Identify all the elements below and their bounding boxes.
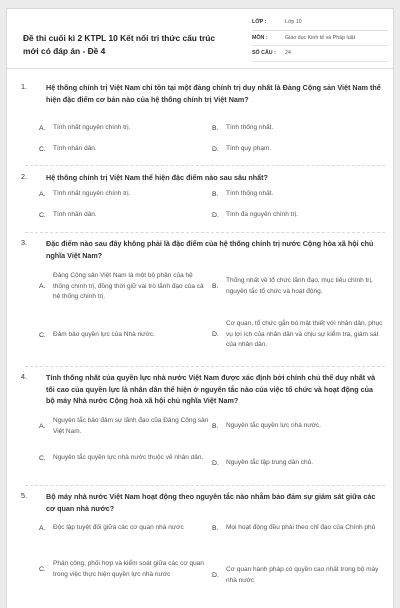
option-b[interactable] (212, 421, 384, 432)
option-text: Tính quy phạm. (226, 145, 272, 152)
meta-class-label: LỚP : (252, 19, 267, 26)
option-c[interactable] (39, 210, 199, 221)
question-number: 5. (21, 491, 27, 500)
option-b[interactable] (212, 276, 384, 297)
question-number: 2. (21, 172, 27, 181)
question-header (21, 372, 381, 407)
option-letter: B. (212, 283, 219, 290)
meta-count-row (252, 46, 388, 62)
option-a[interactable] (39, 189, 199, 200)
question-number: 3. (21, 238, 27, 247)
option-text: Tính đa nguyên chính trị. (226, 211, 298, 218)
option-letter: C. (39, 454, 46, 462)
meta-count-label: SỐ CÂU : (252, 50, 276, 57)
question-number: 1. (21, 82, 27, 91)
option-c[interactable] (39, 559, 209, 580)
option-text: Đảng Cộng sản Việt Nam là một bộ phận của hệ thống chính trị, đồng thời giữ vai trò lãnh đạo của cả hệ thống chính trị. (53, 272, 204, 300)
exam-page (6, 8, 394, 608)
exam-meta (252, 15, 388, 62)
option-letter: D. (212, 459, 219, 467)
option-a[interactable] (39, 523, 209, 534)
option-letter: B. (212, 190, 219, 198)
option-letter: D. (212, 331, 219, 339)
option-letter: A. (39, 190, 46, 198)
question-header (21, 82, 381, 105)
option-letter: B. (212, 524, 219, 532)
meta-class-row (252, 15, 388, 31)
meta-subject-value: Giáo dục Kinh tế và Pháp luật (285, 34, 356, 41)
option-text: Nguyên tắc tập trung dân chủ. (226, 459, 314, 466)
option-a[interactable] (39, 271, 209, 303)
option-text: Cơ quan, tổ chức gắn bó mật thiết với nhân dân, phục vụ lợi ích của nhân dân và chịu sự kiểm tra, giám sát của nhân dân. (226, 320, 383, 348)
option-letter: B. (212, 124, 219, 132)
option-letter: A. (39, 423, 46, 430)
question-text: Đặc điểm nào sau đây không phải là đặc điểm của hệ thống chính trị nước Cộng hòa xã hội chủ nghĩa Việt Nam? (46, 239, 374, 260)
option-a[interactable] (39, 416, 209, 437)
question-text: Hệ thống chính trị Việt Nam chỉ tồn tại một đảng chính trị duy nhất là Đảng Cộng sản Việt Nam thể hiện đặc điểm cơ bản nào của hệ thống chính trị Việt Nam? (46, 83, 381, 104)
option-text: Tính thống nhất. (226, 124, 274, 131)
option-c[interactable] (39, 330, 209, 341)
exam-header (7, 9, 393, 69)
option-letter: D. (212, 211, 219, 219)
meta-subject-row (252, 31, 388, 47)
option-text: Tính thống nhất. (226, 190, 274, 197)
option-letter: D. (212, 145, 219, 153)
option-text: Nguyên tắc quyền lực nhà nước. (226, 422, 321, 429)
option-b[interactable] (212, 523, 384, 534)
option-d[interactable] (212, 210, 382, 221)
question-header (21, 238, 381, 261)
option-letter: A. (39, 124, 46, 132)
meta-count-value: 24 (285, 50, 291, 57)
option-d[interactable] (212, 458, 384, 469)
question-header (21, 491, 381, 514)
option-text: Đảm bảo quyền lực của Nhà nước. (53, 331, 155, 338)
option-text: Mọi hoạt động đều phải theo chỉ đạo của Chính phủ (226, 524, 376, 531)
option-letter: C. (39, 566, 46, 573)
option-letter: B. (212, 422, 219, 430)
option-text: Nguyên tắc quyền lực nhà nước thuộc về nhân dân. (53, 454, 204, 461)
option-letter: A. (39, 283, 46, 291)
question-number: 4. (21, 372, 27, 381)
option-letter: A. (39, 524, 46, 532)
option-letter: C. (39, 145, 46, 153)
question-divider (25, 165, 385, 166)
option-b[interactable] (212, 123, 382, 134)
option-text: Độc lập tuyệt đối giữa các cơ quan nhà nước (53, 524, 184, 531)
question-divider (25, 485, 385, 486)
meta-class-value: Lớp 10 (285, 19, 302, 26)
option-text: Tính nhất nguyên chính trị. (53, 124, 131, 131)
option-d[interactable] (212, 144, 382, 155)
option-text: Nguyên tắc bảo đảm sự lãnh đạo của Đảng Cộng sản Việt Nam. (53, 417, 209, 435)
option-b[interactable] (212, 189, 382, 200)
question-text: Bộ máy nhà nước Việt Nam hoạt động theo nguyên tắc nào nhằm bảo đảm sự giám sát giữa các cơ quan nhà nước? (46, 492, 376, 513)
option-letter: C. (39, 211, 46, 219)
option-text: Phân công, phối hợp và kiểm soát giữa các cơ quan trong việc thực hiện quyền lực nhà nước (53, 560, 204, 578)
option-d[interactable] (212, 565, 384, 586)
option-text: Tính nhân dân. (53, 145, 97, 152)
option-letter: D. (212, 572, 219, 579)
exam-title: Đề thi cuối kì 2 KTPL 10 Kết nối tri thức cấu trúc mới có đáp án - Đề 4 (23, 33, 216, 56)
option-d[interactable] (212, 319, 384, 351)
question-divider (25, 366, 385, 367)
option-c[interactable] (39, 144, 199, 155)
option-a[interactable] (39, 123, 199, 134)
option-text: Cơ quan hành pháp có quyền cao nhất trong bộ máy nhà nước (226, 566, 379, 584)
question-text: Hệ thống chính trị Việt Nam thể hiện đặc điểm nào sau sâu nhất? (46, 173, 268, 182)
option-text: Thống nhất về tổ chức lãnh đạo, mục tiêu chính trị, nguyên tắc tổ chức và hoạt động. (226, 277, 373, 295)
question-text: Tính thống nhất của quyền lực nhà nước Việt Nam được xác định bởi chính chủ thể duy nhất và tối cao của quyền lực là nhân dân thể hiện ở nguyên tắc nào của việc tổ chức và hoạt động của bộ máy Nhà nước Cộng hoà xã hội chủ nghĩa Việt Nam? (46, 373, 376, 405)
option-letter: C. (39, 331, 46, 339)
option-c[interactable] (39, 453, 209, 464)
question-divider (25, 232, 385, 233)
question-header (21, 172, 381, 184)
option-text: Tính nhất nguyên chính trị. (53, 190, 131, 197)
meta-subject-label: MÔN : (252, 34, 268, 41)
option-text: Tính nhân dân. (53, 211, 97, 218)
